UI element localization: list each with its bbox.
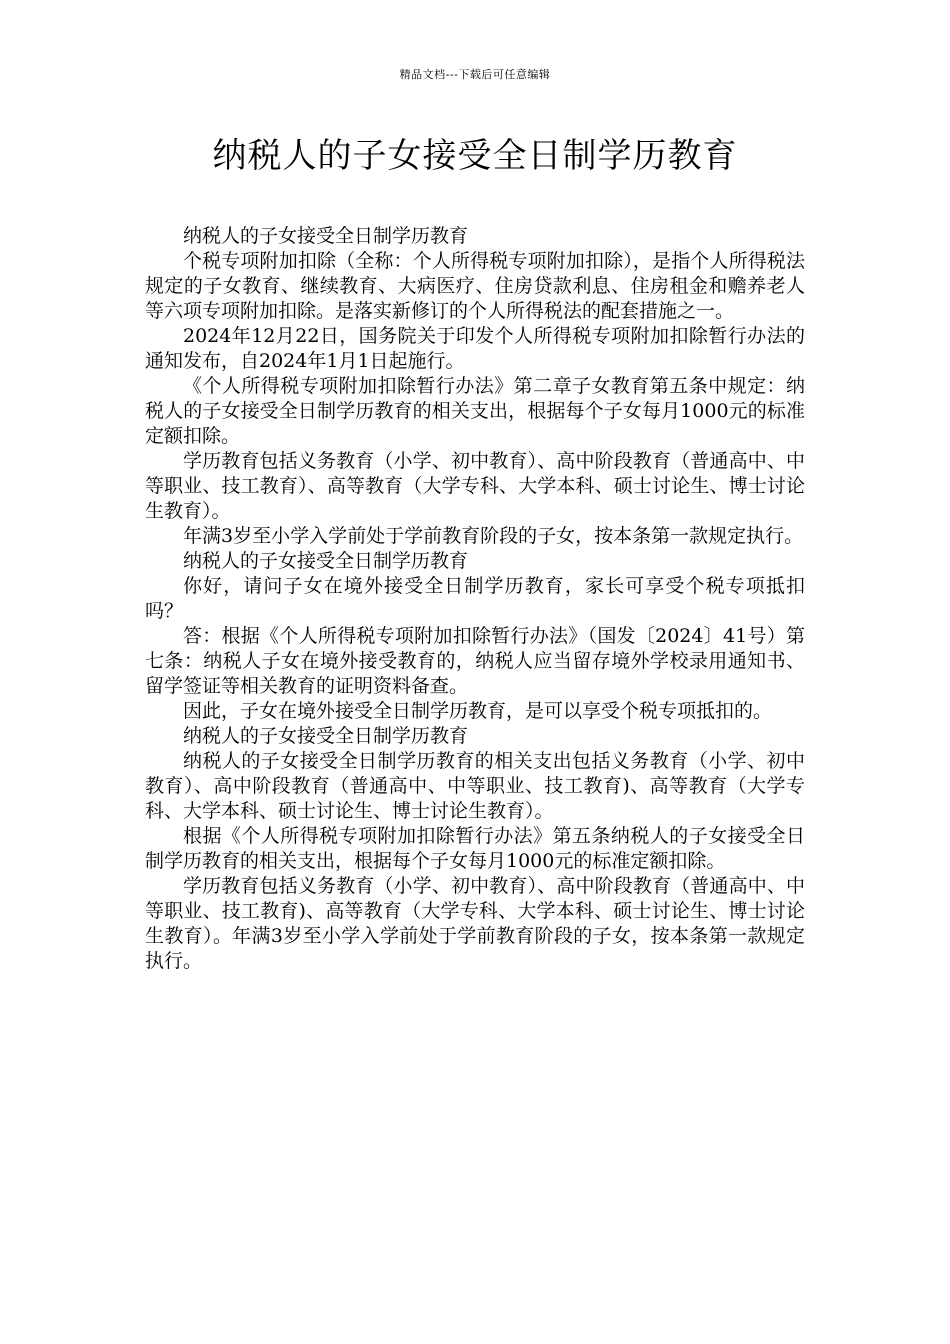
header-note: 精品文档---下载后可任意编辑 [399,68,551,81]
paragraph: 2024年12月22日，国务院关于印发个人所得税专项附加扣除暂行办法的通知发布，自2024年1月1日起施行。 [145,325,805,372]
paragraph: 答：根据《个人所得税专项附加扣除暂行办法》（国发〔2024〕41号）第七条：纳税人子女在境外接受教育的，纳税人应当留存境外学校录用通知书、留学签证等相关教育的证明资料备查。 [145,625,805,697]
paragraph: 学历教育包括义务教育（小学、初中教育）、高中阶段教育（普通高中、中等职业、技工教育)、高等教育（大学专科、大学本科、硕士讨论生、博士讨论生教育）。年满3岁至小学入学前处于学前教育阶段的子女，按本条第一款规定执行。 [145,875,805,972]
paragraph: 你好，请问子女在境外接受全日制学历教育，家长可享受个税专项抵扣吗？ [145,575,805,622]
paragraph-heading-3: 纳税人的子女接受全日制学历教育 [183,725,469,747]
paragraph: 因此，子女在境外接受全日制学历教育，是可以享受个税专项抵扣的。 [183,700,773,722]
paragraph-heading-2: 纳税人的子女接受全日制学历教育 [183,550,469,572]
paragraph-heading-1: 纳税人的子女接受全日制学历教育 [183,225,469,247]
document-body [145,224,805,974]
paragraph: 纳税人的子女接受全日制学历教育的相关支出包括义务教育（小学、初中教育）、高中阶段教育（普通高中、中等职业、技工教育)、高等教育（大学专科、大学本科、硕士讨论生、博士讨论生教育）。 [145,750,805,822]
paragraph: 个税专项附加扣除（全称：个人所得税专项附加扣除），是指个人所得税法规定的子女教育、继续教育、大病医疗、住房贷款利息、住房租金和赡养老人等六项专项附加扣除。是落实新修订的个人所得税法的配套措施之一。 [145,250,805,322]
paragraph: 根据《个人所得税专项附加扣除暂行办法》第五条纳税人的子女接受全日制学历教育的相关支出，根据每个子女每月1000元的标准定额扣除。 [145,825,805,872]
paragraph: 学历教育包括义务教育（小学、初中教育）、高中阶段教育（普通高中、中等职业、技工教育）、高等教育（大学专科、大学本科、硕士讨论生、博士讨论生教育）。 [145,450,805,522]
document-title: 纳税人的子女接受全日制学历教育 [212,136,738,176]
paragraph: 年满3岁至小学入学前处于学前教育阶段的子女，按本条第一款规定执行。 [183,525,804,547]
paragraph: 《个人所得税专项附加扣除暂行办法》第二章子女教育第五条中规定：纳税人的子女接受全日制学历教育的相关支出，根据每个子女每月1000元的标准定额扣除。 [145,375,805,447]
